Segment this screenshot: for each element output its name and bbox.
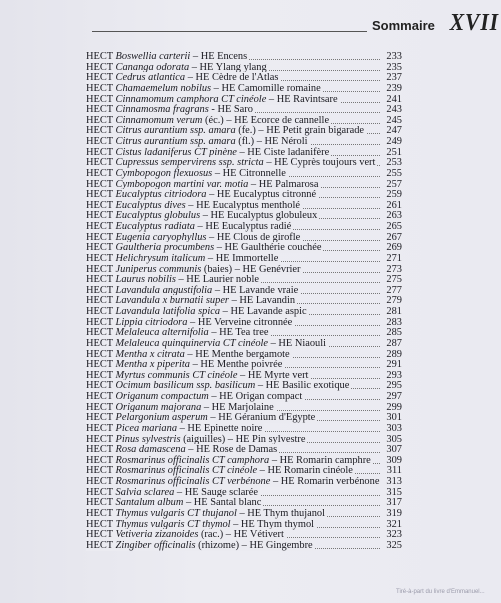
entry-prefix: HECT xyxy=(86,93,116,105)
entry-latin-name: Gaultheria procumbens xyxy=(115,242,215,254)
entry-prefix: HECT xyxy=(86,433,116,445)
entry-latin-name: Cinnamosma fragrans xyxy=(115,104,209,116)
entry-prefix: HECT xyxy=(86,444,116,456)
entry-common-name: – HE Eucalyptus globuleux xyxy=(200,210,318,222)
entry-page-number: 311 xyxy=(386,465,402,477)
entry-page-number: 239 xyxy=(386,82,402,94)
entry-page-number: 233 xyxy=(386,51,402,62)
entry-page-number: 283 xyxy=(386,316,402,328)
entry-page-number: 307 xyxy=(386,444,402,456)
entry-prefix: HECT xyxy=(86,189,116,201)
entry-common-name: – HE Romarin cinéole xyxy=(257,465,353,477)
entry-prefix: HECT xyxy=(86,401,116,413)
entry-page-number: 295 xyxy=(386,380,402,392)
entry-prefix: HECT xyxy=(86,316,116,328)
entry-common-name: – HE Ravintsare xyxy=(266,93,338,105)
entry-common-name: – HE Epinette noire xyxy=(177,422,263,434)
entry-common-name: – HE Romarin camphre xyxy=(269,454,371,466)
entry-page-number: 261 xyxy=(386,199,402,211)
entry-prefix: HECT xyxy=(86,518,116,530)
entry-common-name: – HE Laurier noble xyxy=(175,274,259,286)
entry-page-number: 255 xyxy=(386,167,402,179)
entry-page-number: 297 xyxy=(386,391,402,402)
entry-latin-name: Citrus aurantium ssp. amara xyxy=(115,125,236,137)
entry-common-name: – HE Menthe poivrée xyxy=(190,359,283,371)
entry-latin-name: Lavandula angustifolia xyxy=(115,284,213,296)
entry-common-name: – HE Ciste ladanifère xyxy=(236,146,330,158)
entry-page-number: 243 xyxy=(386,104,402,116)
entry-latin-name: Picea mariana xyxy=(115,422,178,434)
entry-page-number: 325 xyxy=(386,539,402,551)
entry-prefix: HECT xyxy=(86,125,116,137)
entry-common-name: (éc.) – HE Ecorce de cannelle xyxy=(202,114,330,126)
entry-prefix: HECT xyxy=(86,51,116,62)
watermark-text: Tiré-à-part du livre d'Emmanuel... xyxy=(396,589,485,595)
entry-latin-name: Chamaemelum nobilus xyxy=(115,82,212,94)
entry-prefix: HECT xyxy=(86,221,116,232)
entry-common-name: – HE Origan compact xyxy=(208,391,303,402)
section-title: Sommaire xyxy=(372,18,435,33)
entry-latin-name: Thymus vulgaris CT thymol xyxy=(115,518,231,530)
entry-prefix: HECT xyxy=(86,306,116,317)
entry-latin-name: Lavandula latifolia spica xyxy=(115,306,221,317)
entry-page-number: 241 xyxy=(386,93,402,105)
entry-prefix: HECT xyxy=(86,422,116,434)
entry-latin-name: Rosa damascena xyxy=(115,444,186,456)
entry-latin-name: Origanum majorana xyxy=(115,401,202,413)
entry-prefix: HECT xyxy=(86,391,116,402)
entry-page-number: 267 xyxy=(386,231,402,243)
entry-page-number: 251 xyxy=(386,146,402,158)
entry-latin-name: Eucalyptus globulus xyxy=(115,210,201,222)
entry-prefix: HECT xyxy=(86,178,116,190)
entry-prefix: HECT xyxy=(86,263,116,275)
entry-prefix: HECT xyxy=(86,327,116,339)
entry-common-name: (fe.) – HE Petit grain bigarade xyxy=(235,125,365,137)
entry-common-name: – HE Verveine citronnée xyxy=(187,316,293,328)
entry-common-name: – HE Thym thymol xyxy=(230,518,315,530)
entry-page-number: 305 xyxy=(386,433,402,445)
entry-latin-name: Juniperus communis xyxy=(115,263,202,275)
entry-prefix: HECT xyxy=(86,295,116,307)
entry-prefix: HECT xyxy=(86,114,116,126)
entry-common-name: – HE Eucalyptus citronné xyxy=(206,189,317,201)
entry-page-number: 285 xyxy=(386,327,402,339)
entry-common-name: – HE Menthe bergamote xyxy=(184,348,290,360)
entry-page-number: 309 xyxy=(386,454,402,466)
entry-latin-name: Melaleuca quinquinervia CT cinéole xyxy=(115,337,269,349)
entry-title xyxy=(86,541,315,552)
entry-latin-name: Vetiveria zizanoides xyxy=(115,529,199,541)
toc-entry xyxy=(86,541,402,552)
entry-common-name: – HE Géranium d'Egypte xyxy=(207,412,316,424)
entry-page-number: 313 xyxy=(386,476,402,487)
entry-page-number: 289 xyxy=(386,348,402,360)
entry-common-name: – HE Eucalyptus radié xyxy=(194,221,292,232)
entry-page-number: 253 xyxy=(386,157,402,169)
entry-page-number: 319 xyxy=(386,507,402,519)
entry-prefix: HECT xyxy=(86,252,116,264)
entry-prefix: HECT xyxy=(86,242,116,254)
entry-latin-name: Cymbopogon martini var. motia xyxy=(115,178,249,190)
entry-latin-name: Cedrus atlantica xyxy=(115,72,186,84)
entry-page-number: 303 xyxy=(386,422,402,434)
entry-page-number: 245 xyxy=(386,114,402,126)
entry-latin-name: Boswellia carterii xyxy=(115,51,191,62)
entry-prefix: HECT xyxy=(86,231,116,243)
entry-latin-name: Eucalyptus citriodora xyxy=(115,189,207,201)
entry-latin-name: Thymus vulgaris CT thujanol xyxy=(115,507,237,519)
entry-common-name: (aiguilles) – HE Pin sylvestre xyxy=(180,433,306,445)
entry-latin-name: Zingiber officinalis xyxy=(115,539,196,551)
entry-latin-name: Pelargonium asperum xyxy=(115,412,208,424)
entry-common-name: – HE Romarin verbénone xyxy=(270,476,380,487)
entry-latin-name: Myrtus communis CT cinéole xyxy=(115,369,238,381)
entry-latin-name: Eugenia caryophyllus xyxy=(115,231,207,243)
entry-page-number: 281 xyxy=(386,306,402,317)
entry-latin-name: Cupressus sempervirens ssp. stricta xyxy=(115,157,264,169)
entry-prefix: HECT xyxy=(86,146,116,158)
entry-prefix: HECT xyxy=(86,167,116,179)
entry-common-name: – HE Clous de girofle xyxy=(206,231,301,243)
entry-prefix: HECT xyxy=(86,380,116,392)
entry-prefix: HECT xyxy=(86,412,116,424)
entry-latin-name: Cistus ladaniferus CT pinène xyxy=(115,146,237,158)
entry-common-name: – HE Immortelle xyxy=(205,252,279,264)
entry-common-name: – HE Palmarosa xyxy=(248,178,319,190)
entry-page-number: 301 xyxy=(386,412,402,424)
entry-prefix: HECT xyxy=(86,157,116,169)
entry-latin-name: Lippia citriodora xyxy=(115,316,188,328)
entry-latin-name: Cananga odorata xyxy=(115,61,190,73)
entry-common-name: – HE Ylang ylang xyxy=(189,61,267,73)
entry-prefix: HECT xyxy=(86,369,116,381)
page-header xyxy=(0,0,501,40)
entry-page-number: 323 xyxy=(386,529,402,541)
entry-latin-name: Rosmarinus officinalis CT verbénone xyxy=(115,476,271,487)
entry-common-name: – HE Rose de Damas xyxy=(185,444,278,456)
entry-page-number: 315 xyxy=(386,486,402,498)
entry-page-number: 317 xyxy=(386,497,402,509)
entry-common-name: – HE Lavande vraie xyxy=(212,284,299,296)
entry-common-name: – HE Citronnelle xyxy=(212,167,286,179)
entry-page-number: 265 xyxy=(386,221,402,232)
entry-common-name: (rac.) – HE Vétivert xyxy=(198,529,284,541)
entry-common-name: – HE Lavande aspic xyxy=(220,306,307,317)
entry-latin-name: Citrus aurantium ssp. amara xyxy=(115,136,236,147)
entry-common-name: - HE Saro xyxy=(208,104,253,116)
entry-latin-name: Origanum compactum xyxy=(115,391,209,402)
entry-common-name: – HE Cyprès toujours vert xyxy=(263,157,376,169)
entry-prefix: HECT xyxy=(86,486,116,498)
entry-prefix: HECT xyxy=(86,337,116,349)
entry-prefix: HECT xyxy=(86,454,116,466)
entry-common-name: – HE Cèdre de l'Atlas xyxy=(185,72,279,84)
entry-latin-name: Rosmarinus officinalis CT cinéole xyxy=(115,465,258,477)
entry-latin-name: Mentha x citrata xyxy=(115,348,185,360)
entry-page-number: 259 xyxy=(386,189,402,201)
page-numeral: XVII xyxy=(449,10,499,36)
entry-prefix: HECT xyxy=(86,72,116,84)
entry-common-name: – HE Basilic exotique xyxy=(255,380,350,392)
entry-prefix: HECT xyxy=(86,348,116,360)
entry-latin-name: Pinus sylvestris xyxy=(115,433,181,445)
entry-prefix: HECT xyxy=(86,104,116,116)
entry-page-number: 275 xyxy=(386,274,402,286)
entry-prefix: HECT xyxy=(86,359,116,371)
entry-page-number: 257 xyxy=(386,178,402,190)
entry-common-name: – HE Niaouli xyxy=(268,337,327,349)
entry-page-number: 263 xyxy=(386,210,402,222)
entry-common-name: (rhizome) – HE Gingembre xyxy=(195,539,313,551)
entry-latin-name: Mentha x piperita xyxy=(115,359,190,371)
entry-latin-name: Helichrysum italicum xyxy=(115,252,206,264)
entry-prefix: HECT xyxy=(86,529,116,541)
entry-latin-name: Salvia sclarea xyxy=(115,486,175,498)
entry-page-number: 291 xyxy=(386,359,402,371)
entry-page-number: 273 xyxy=(386,263,402,275)
entry-common-name: – HE Gaulthérie couchée xyxy=(214,242,322,254)
entry-common-name: – HE Marjolaine xyxy=(201,401,274,413)
entry-common-name: – HE Encens xyxy=(190,51,248,62)
entry-common-name: – HE Thym thujanol xyxy=(236,507,326,519)
entry-common-name: (baies) – HE Genévrier xyxy=(201,263,301,275)
entry-latin-name: Cymbopogon flexuosus xyxy=(115,167,213,179)
entry-page-number: 293 xyxy=(386,369,402,381)
entry-prefix: HECT xyxy=(86,497,116,509)
entry-prefix: HECT xyxy=(86,465,116,477)
entry-common-name: – HE Santal blanc xyxy=(183,497,262,509)
entry-prefix: HECT xyxy=(86,507,116,519)
entry-prefix: HECT xyxy=(86,136,116,147)
entry-common-name: (fl.) – HE Néroli xyxy=(235,136,308,147)
entry-latin-name: Cinnamomum verum xyxy=(115,114,203,126)
entry-page-number: 299 xyxy=(386,401,402,413)
entry-common-name: – HE Camomille romaine xyxy=(211,82,321,94)
entry-prefix: HECT xyxy=(86,284,116,296)
entry-common-name: – HE Eucalyptus mentholé xyxy=(185,199,300,211)
header-rule xyxy=(92,31,367,32)
entry-latin-name: Santalum album xyxy=(115,497,184,509)
entry-latin-name: Eucalyptus radiata xyxy=(115,221,195,232)
entry-latin-name: Cinnamomum camphora CT cinéole xyxy=(115,93,267,105)
entry-page-number: 271 xyxy=(386,252,402,264)
entry-prefix: HECT xyxy=(86,61,116,73)
entry-latin-name: Rosmarinus officinalis CT camphora xyxy=(115,454,270,466)
entry-page-number: 321 xyxy=(386,518,402,530)
entry-prefix: HECT xyxy=(86,274,116,286)
entry-latin-name: Eucalyptus dives xyxy=(115,199,186,211)
entry-page-number: 277 xyxy=(386,284,402,296)
entry-prefix: HECT xyxy=(86,210,116,222)
entry-prefix: HECT xyxy=(86,199,116,211)
entry-page-number: 247 xyxy=(386,125,402,137)
entry-latin-name: Lavandula x burnatii super xyxy=(115,295,229,307)
entry-common-name: – HE Lavandin xyxy=(228,295,296,307)
entry-page-number: 237 xyxy=(386,72,402,84)
entry-prefix: HECT xyxy=(86,539,116,551)
entry-page-number: 279 xyxy=(386,295,402,307)
table-of-contents xyxy=(86,52,402,551)
entry-page-number: 287 xyxy=(386,337,402,349)
entry-common-name: – HE Sauge sclarée xyxy=(174,486,258,498)
entry-latin-name: Laurus nobilis xyxy=(115,274,176,286)
entry-common-name: – HE Tea tree xyxy=(208,327,269,339)
entry-prefix: HECT xyxy=(86,476,116,487)
entry-page-number: 235 xyxy=(386,61,402,73)
entry-page-number: 249 xyxy=(386,136,402,147)
entry-latin-name: Melaleuca alternifolia xyxy=(115,327,209,339)
entry-common-name: – HE Myrte vert xyxy=(237,369,309,381)
entry-latin-name: Ocimum basilicum ssp. basilicum xyxy=(115,380,256,392)
entry-page-number: 269 xyxy=(386,242,402,254)
entry-prefix: HECT xyxy=(86,82,116,94)
